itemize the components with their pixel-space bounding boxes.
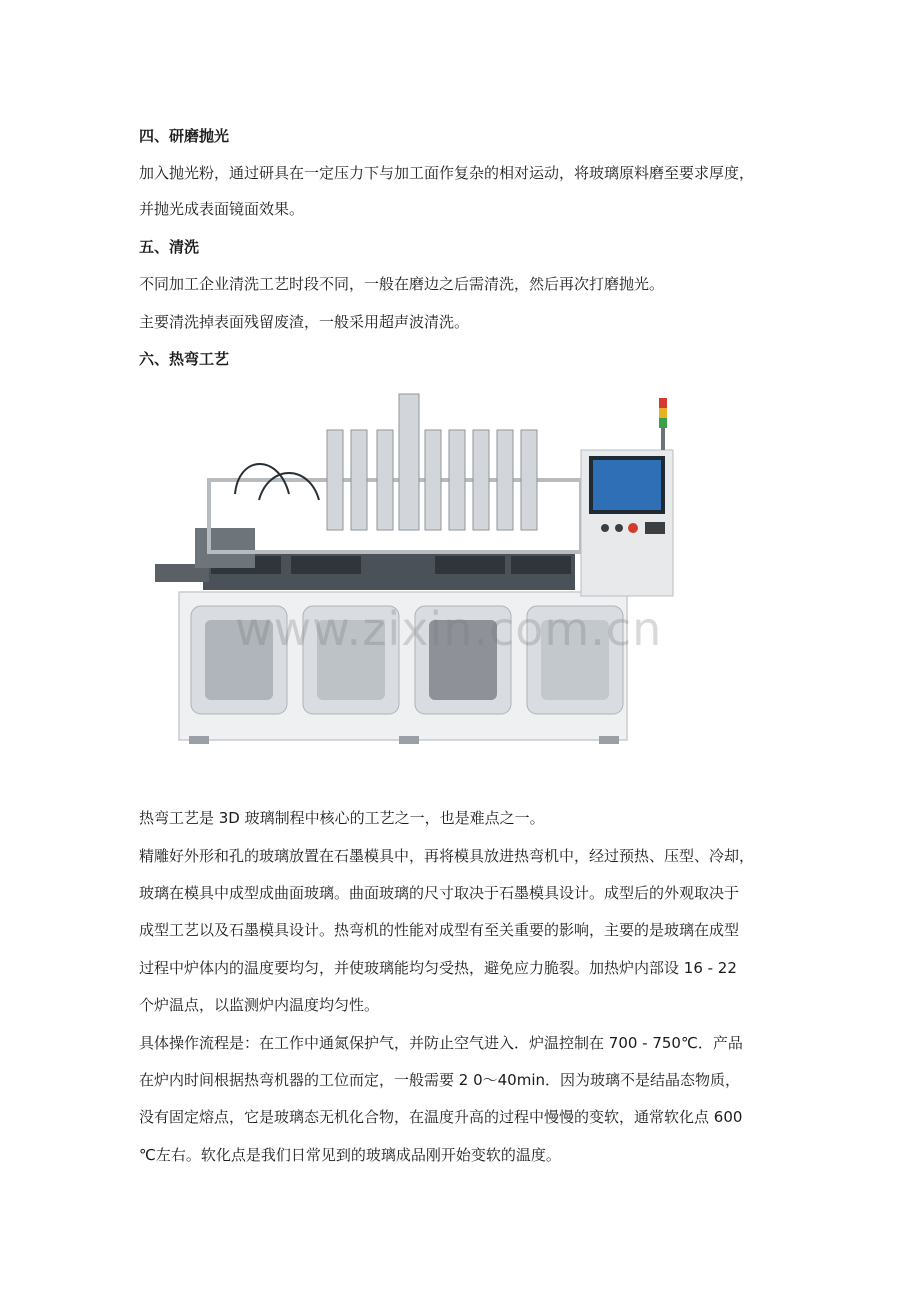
paragraph-line: 在炉内时间根据热弯机器的工位而定，一般需要 2 0～40min．因为玻璃不是结晶态物质，	[139, 1071, 740, 1089]
paragraph-line: 主要清洗掉表面残留废渣，一般采用超声波清洗。	[139, 313, 470, 331]
section-title-hot-bending: 六、热弯工艺	[139, 350, 230, 368]
paragraph-line: 个炉温点，以监测炉内温度均匀性。	[139, 996, 380, 1014]
paragraph-line: 加入抛光粉，通过研具在一定压力下与加工面作复杂的相对运动，将玻璃原料磨至要求厚度，	[139, 164, 755, 182]
paragraph-line: 不同加工企业清洗工艺时段不同，一般在磨边之后需清洗，然后再次打磨抛光。	[139, 275, 665, 293]
paragraph-line: 精雕好外形和孔的玻璃放置在石墨模具中，再将模具放进热弯机中，经过预热、压型、冷却，	[139, 847, 755, 865]
paragraph-line: 过程中炉体内的温度要均匀，并使玻璃能均匀受热，避免应力脆裂。加热炉内部设 16 - 22	[139, 959, 737, 977]
machine-illustration	[139, 384, 691, 746]
paragraph-line: 玻璃在模具中成型成曲面玻璃。曲面玻璃的尺寸取决于石墨模具设计。成型后的外观取决于	[139, 884, 740, 902]
paragraph-line: 具体操作流程是：在工作中通氮保护气，并防止空气进入．炉温控制在 700 - 750℃．产品	[139, 1034, 743, 1052]
watermark-text: www.zixin.com.cn	[235, 602, 663, 656]
paragraph-line: ℃左右。软化点是我们日常见到的玻璃成品刚开始变软的温度。	[139, 1146, 561, 1164]
paragraph-line: 成型工艺以及石墨模具设计。热弯机的性能对成型有至关重要的影响，主要的是玻璃在成型	[139, 921, 740, 939]
paragraph-line: 没有固定熔点，它是玻璃态无机化合物，在温度升高的过程中慢慢的变软，通常软化点 600	[139, 1108, 743, 1126]
paragraph-line: 热弯工艺是 3D 玻璃制程中核心的工艺之一，也是难点之一。	[139, 809, 545, 827]
hot-bending-machine-photo	[139, 384, 691, 746]
section-title-cleaning: 五、清洗	[139, 238, 200, 256]
section-title-polishing: 四、研磨抛光	[139, 127, 230, 145]
paragraph-line: 并抛光成表面镜面效果。	[139, 200, 305, 218]
